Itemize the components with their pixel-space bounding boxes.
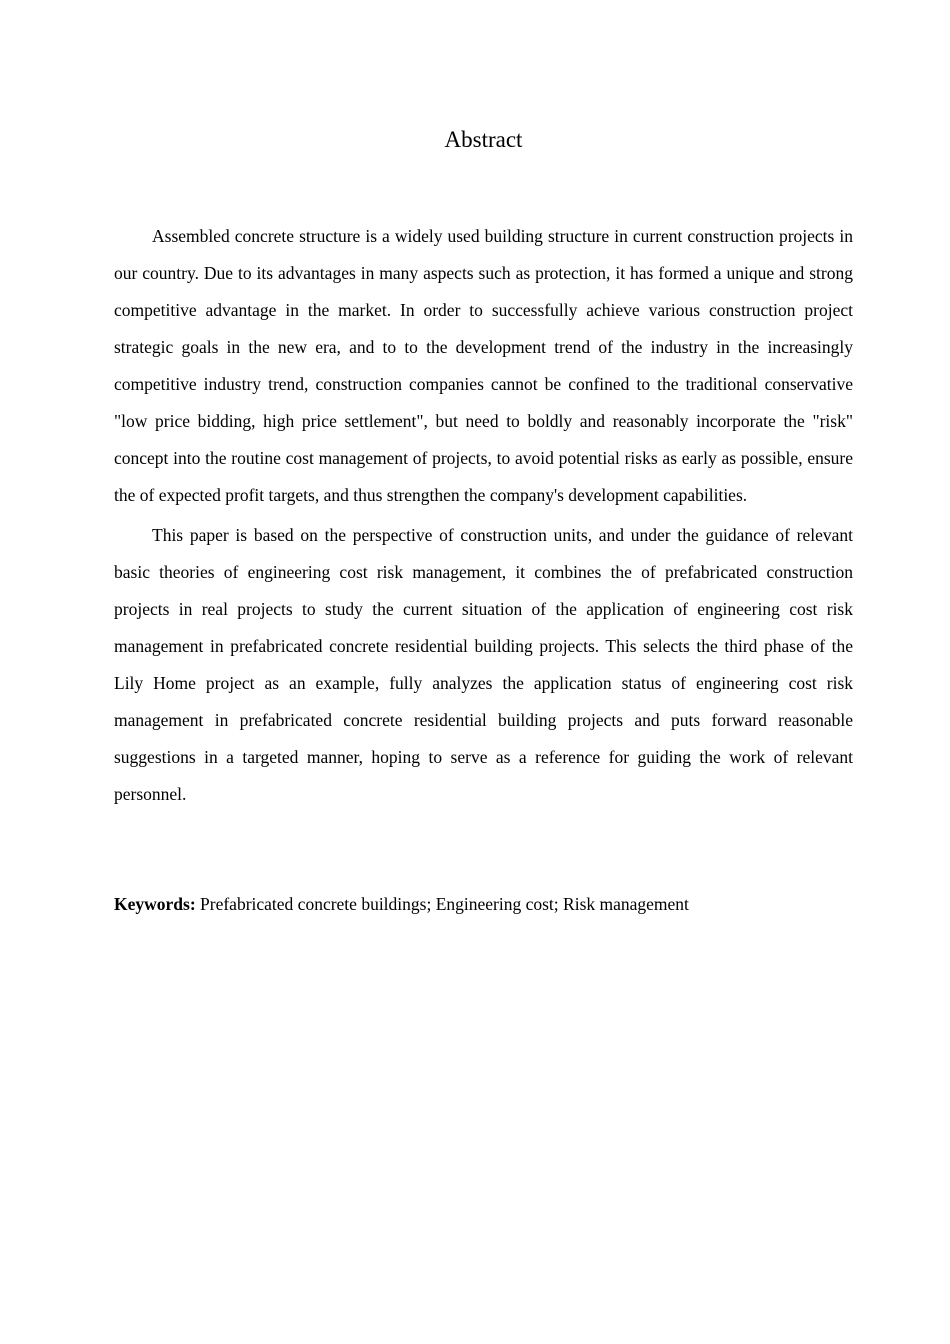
keywords-label: Keywords: — [114, 894, 196, 914]
abstract-paragraph-1: Assembled concrete structure is a widely used building structure in current construction projects in our country. Due to its advantages in many aspects such as protection, it has formed a unique and strong competitive advantage in the market. In order to successfully achieve various construction project strategic goals in the new era, and to to the development trend of the industry in the increasingly competitive industry trend, construction companies cannot be confined to the traditional conservative "low price bidding, high price settlement", but need to boldly and reasonably incorporate the "risk" concept into the routine cost management of projects, to avoid potential risks as early as possible, ensure the of expected profit targets, and thus strengthen the company's development capabilities. — [114, 226, 853, 505]
keywords-line — [114, 886, 853, 923]
abstract-body — [114, 218, 853, 816]
abstract-paragraph-2: This paper is based on the perspective of construction units, and under the guidance of relevant basic theories of engineering cost risk management, it combines the of prefabricated construction projects in real projects to study the current situation of the application of engineering cost risk management in prefabricated concrete residential building projects. This selects the third phase of the Lily Home project as an example, fully analyzes the application status of engineering cost risk management in prefabricated concrete residential building projects and puts forward reasonable suggestions in a targeted manner, hoping to serve as a reference for guiding the work of relevant personnel. — [114, 525, 853, 804]
page-title: Abstract — [444, 127, 523, 152]
keywords-text: Prefabricated concrete buildings; Engineering cost; Risk management — [195, 894, 689, 914]
